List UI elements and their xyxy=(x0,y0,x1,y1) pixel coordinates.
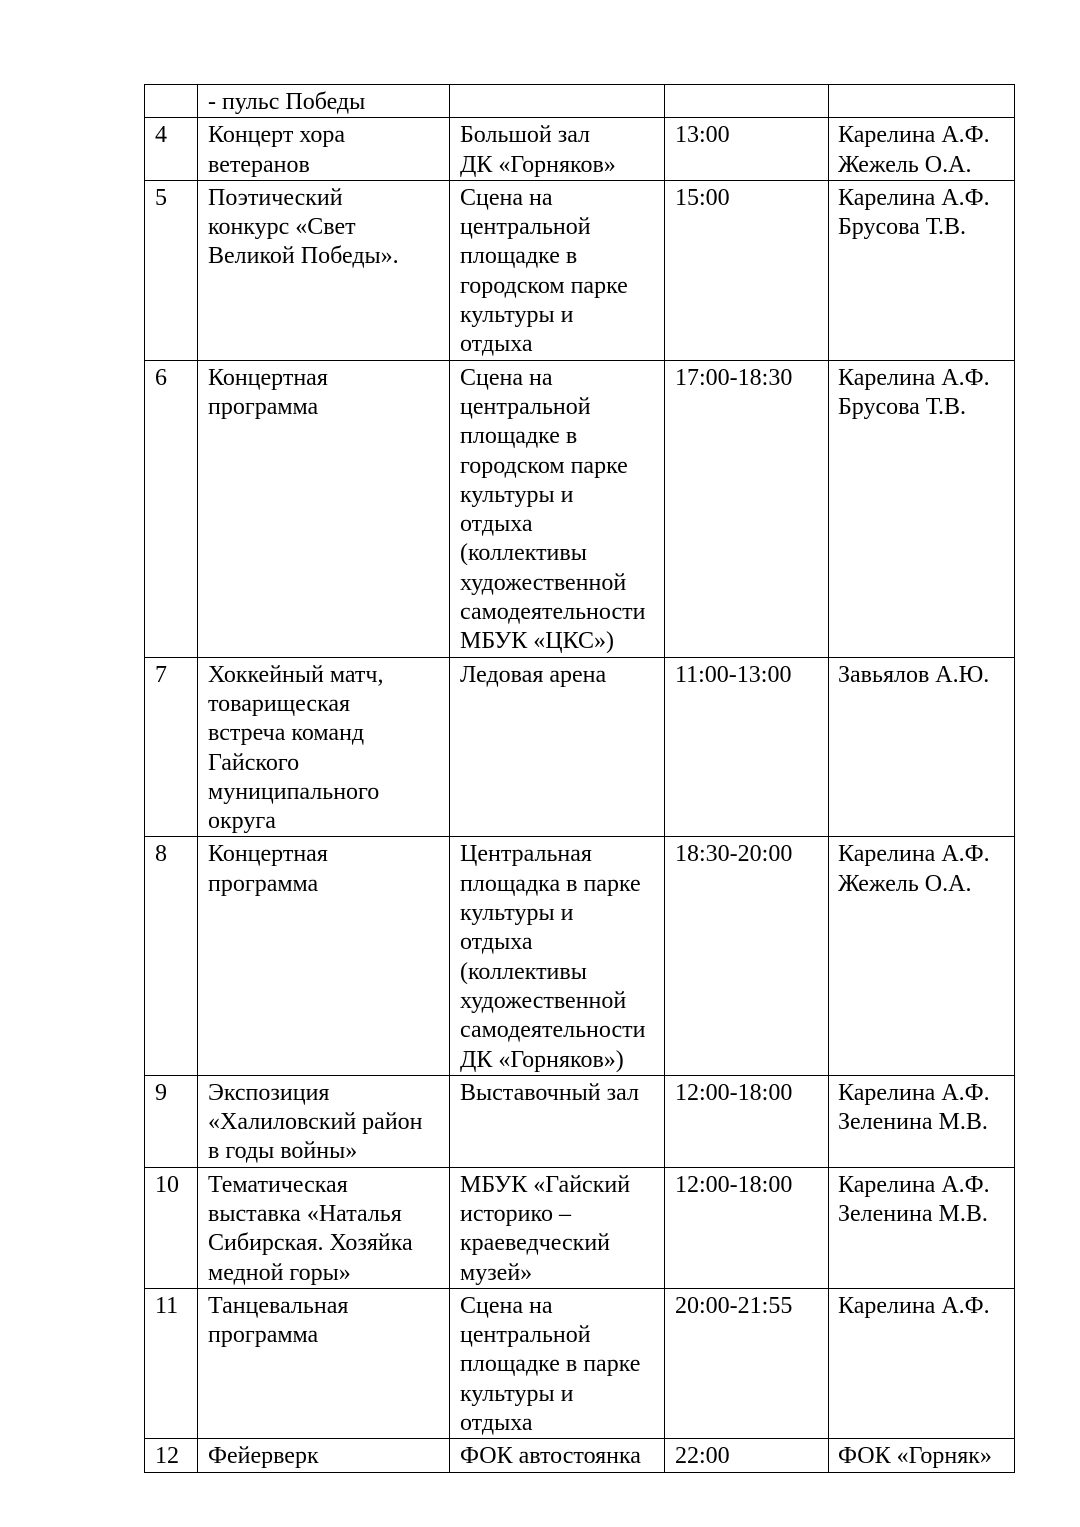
row-number xyxy=(145,85,198,118)
table-row xyxy=(145,360,1015,657)
event-responsible: Карелина А.Ф. xyxy=(829,1288,1015,1438)
row-number: 11 xyxy=(145,1288,198,1438)
event-place: МБУК «Гайский историко – краеведческий музей» xyxy=(450,1167,665,1288)
event-name: Экспозиция «Халиловский район в годы войны» xyxy=(198,1075,450,1167)
row-number: 6 xyxy=(145,360,198,657)
event-time: 12:00-18:00 xyxy=(665,1167,829,1288)
event-name: Фейерверк xyxy=(198,1439,450,1472)
table-row xyxy=(145,837,1015,1075)
event-name: Тематическая выставка «Наталья Сибирская. Хозяйка медной горы» xyxy=(198,1167,450,1288)
row-number: 7 xyxy=(145,657,198,837)
row-number: 12 xyxy=(145,1439,198,1472)
table-row xyxy=(145,180,1015,360)
event-time: 22:00 xyxy=(665,1439,829,1472)
event-time: 18:30-20:00 xyxy=(665,837,829,1075)
event-responsible: Карелина А.Ф. Зеленина М.В. xyxy=(829,1167,1015,1288)
event-responsible: ФОК «Горняк» xyxy=(829,1439,1015,1472)
event-responsible: Карелина А.Ф. Брусова Т.В. xyxy=(829,180,1015,360)
event-place: Выставочный зал xyxy=(450,1075,665,1167)
event-responsible: Карелина А.Ф. Жежель О.А. xyxy=(829,837,1015,1075)
event-time: 20:00-21:55 xyxy=(665,1288,829,1438)
event-name: Танцевальная программа xyxy=(198,1288,450,1438)
event-responsible xyxy=(829,85,1015,118)
event-responsible: Карелина А.Ф. Зеленина М.В. xyxy=(829,1075,1015,1167)
event-place: Сцена на центральной площадке в парке культуры и отдыха xyxy=(450,1288,665,1438)
table-row xyxy=(145,1439,1015,1472)
event-responsible: Завьялов А.Ю. xyxy=(829,657,1015,837)
row-number: 9 xyxy=(145,1075,198,1167)
event-place xyxy=(450,85,665,118)
event-name: Концертная программа xyxy=(198,837,450,1075)
event-responsible: Карелина А.Ф. Брусова Т.В. xyxy=(829,360,1015,657)
event-name: Поэтический конкурс «Свет Великой Победы». xyxy=(198,180,450,360)
event-place: Сцена на центральной площадке в городском парке культуры и отдыха (коллективы художественной самодеятельности МБУК «ЦКС») xyxy=(450,360,665,657)
table-row xyxy=(145,1075,1015,1167)
event-time: 15:00 xyxy=(665,180,829,360)
schedule-table xyxy=(144,84,1015,1473)
row-number: 10 xyxy=(145,1167,198,1288)
event-name: - пульс Победы xyxy=(198,85,450,118)
event-time xyxy=(665,85,829,118)
event-name: Хоккейный матч, товарищеская встреча команд Гайского муниципального округа xyxy=(198,657,450,837)
event-time: 12:00-18:00 xyxy=(665,1075,829,1167)
table-row xyxy=(145,1288,1015,1438)
event-responsible: Карелина А.Ф. Жежель О.А. xyxy=(829,118,1015,181)
row-number: 4 xyxy=(145,118,198,181)
row-number: 5 xyxy=(145,180,198,360)
event-time: 13:00 xyxy=(665,118,829,181)
table-row xyxy=(145,1167,1015,1288)
table-row xyxy=(145,657,1015,837)
event-name: Концерт хора ветеранов xyxy=(198,118,450,181)
event-place: Центральная площадка в парке культуры и отдыха (коллективы художественной самодеятельности ДК «Горняков») xyxy=(450,837,665,1075)
event-place: ФОК автостоянка xyxy=(450,1439,665,1472)
event-place: Сцена на центральной площадке в городском парке культуры и отдыха xyxy=(450,180,665,360)
table-row xyxy=(145,85,1015,118)
event-place: Большой зал ДК «Горняков» xyxy=(450,118,665,181)
table-row xyxy=(145,118,1015,181)
event-time: 17:00-18:30 xyxy=(665,360,829,657)
event-name: Концертная программа xyxy=(198,360,450,657)
event-place: Ледовая арена xyxy=(450,657,665,837)
row-number: 8 xyxy=(145,837,198,1075)
event-time: 11:00-13:00 xyxy=(665,657,829,837)
